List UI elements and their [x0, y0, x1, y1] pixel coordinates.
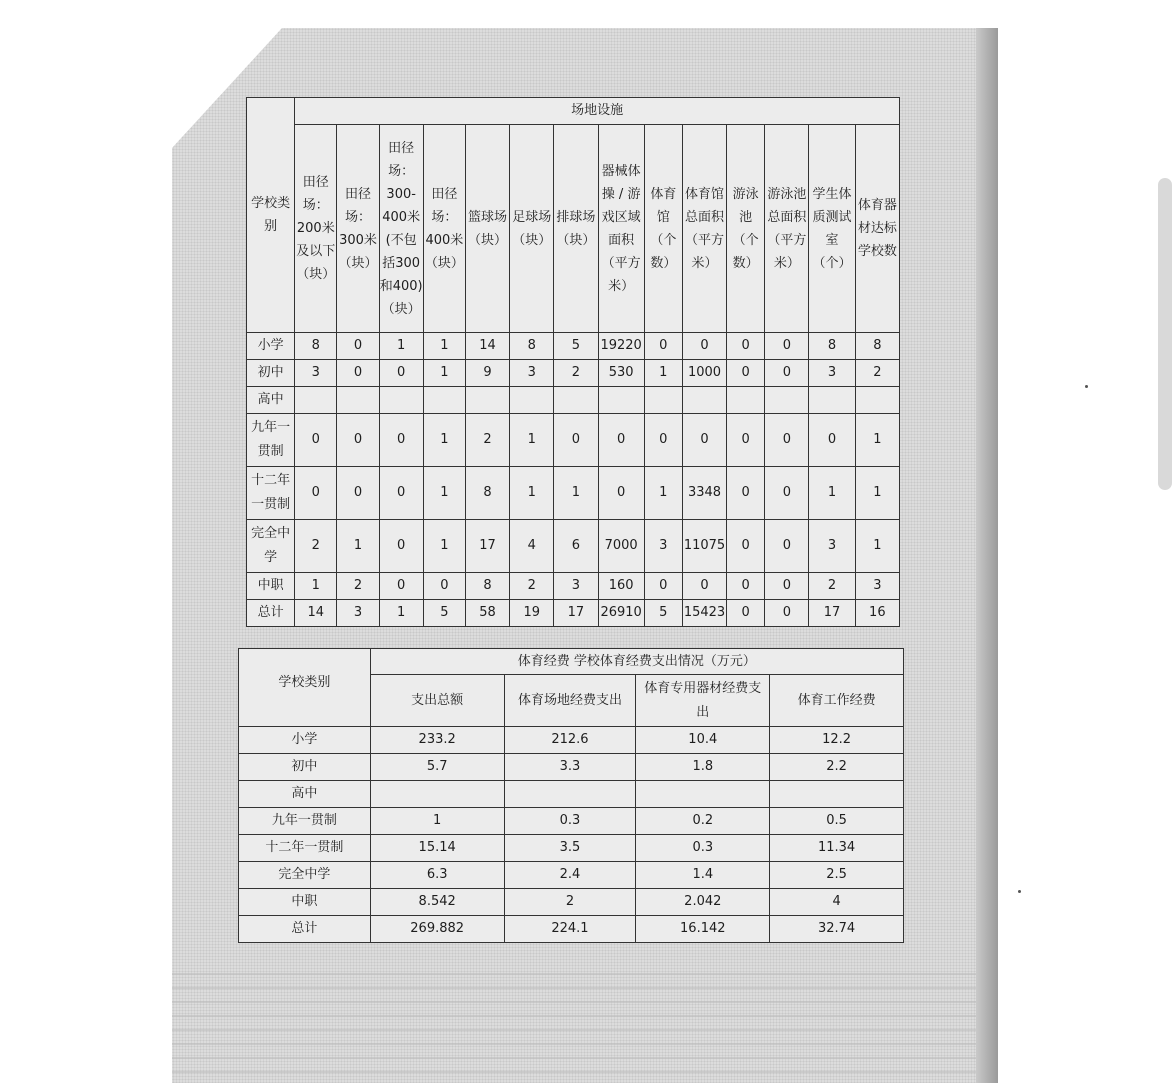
- table-cell: 0.3: [636, 835, 770, 862]
- table-cell: 15.14: [370, 835, 504, 862]
- table-cell: [644, 387, 682, 414]
- table-cell: 1: [423, 360, 465, 387]
- row-label: 总计: [239, 916, 371, 943]
- table-cell: 1: [295, 573, 337, 600]
- facility-column-header-line: （块）: [338, 255, 378, 271]
- row-label: 高中: [239, 781, 371, 808]
- table-row: [247, 360, 900, 387]
- facility-column-header-line: 馆: [656, 209, 670, 225]
- table-cell: [598, 387, 644, 414]
- facility-column-header-line: 田径: [344, 186, 371, 202]
- table-cell: 212.6: [504, 727, 636, 754]
- funding-column-header-line: 体育专用器材经费支: [644, 680, 762, 696]
- facility-column-header-line: 体育: [650, 186, 677, 202]
- facility-column-header-line: 300米: [339, 232, 377, 248]
- funding-group-title: 体育经费 学校体育经费支出情况（万元）: [370, 649, 903, 675]
- facility-column-header-line: （个）: [812, 255, 852, 271]
- facility-column-header-line: 数）: [732, 255, 759, 271]
- table-cell: 11075: [682, 520, 726, 573]
- table-cell: 1.8: [636, 754, 770, 781]
- table-cell: [504, 781, 636, 808]
- facility-column-header-line: （块）: [512, 232, 552, 248]
- table-cell: 5: [423, 600, 465, 627]
- row-label-line: 一贯制: [251, 497, 291, 512]
- table-cell: 8.542: [370, 889, 504, 916]
- facilities-group-title: 场地设施: [295, 98, 900, 125]
- table-cell: [636, 781, 770, 808]
- table-cell: 11.34: [770, 835, 904, 862]
- category-header: [247, 98, 295, 333]
- facility-column-header-line: 戏区域: [601, 209, 641, 225]
- table-row: [239, 781, 904, 808]
- table-cell: 0.3: [504, 808, 636, 835]
- table-cell: 4: [770, 889, 904, 916]
- facility-column-header: [423, 125, 465, 333]
- table-row: [247, 600, 900, 627]
- scan-speck: [1018, 890, 1021, 893]
- facility-column-header-line: 足球场: [512, 209, 552, 225]
- scan-speck: [1085, 385, 1088, 388]
- table-cell: 0: [682, 573, 726, 600]
- facility-column-header-line: 200米: [296, 221, 335, 236]
- facility-column-header: [644, 125, 682, 333]
- table-row: [247, 467, 900, 520]
- row-label: [247, 467, 295, 520]
- facility-column-header-line: （个: [650, 232, 677, 248]
- facility-column-header-line: 米）: [608, 278, 635, 294]
- table-cell: 1: [423, 467, 465, 520]
- table-cell: 3.5: [504, 835, 636, 862]
- facility-column-header-line: （块）: [468, 232, 508, 248]
- table-cell: 0: [765, 467, 809, 520]
- table-cell: 0: [765, 414, 809, 467]
- facility-column-header-line: 游泳池: [767, 186, 807, 202]
- funding-column-header-line: 体育场地经费支出: [517, 692, 622, 708]
- facility-column-header-line: 学生体: [812, 186, 852, 202]
- facility-column-header-line: （平方: [601, 255, 641, 271]
- table-cell: 0: [765, 360, 809, 387]
- table-cell: 0: [765, 520, 809, 573]
- row-label: [247, 600, 295, 627]
- table-cell: 1: [855, 414, 899, 467]
- funding-column-header-line: 体育工作经费: [797, 692, 876, 708]
- table-cell: 8: [465, 467, 509, 520]
- table-cell: 0: [727, 467, 765, 520]
- table-cell: 15423: [682, 600, 726, 627]
- table-cell: 0: [423, 573, 465, 600]
- table-cell: 5: [644, 600, 682, 627]
- page-shadow-edge: [976, 28, 998, 1083]
- table-cell: 3: [510, 360, 554, 387]
- facility-column-header-line: 材达标: [857, 221, 897, 236]
- facility-column-header-line: 400米: [382, 209, 421, 225]
- table-cell: [423, 387, 465, 414]
- table-cell: 1: [855, 467, 899, 520]
- table-row: [247, 520, 900, 573]
- facility-column-header-line: （块）: [424, 255, 464, 271]
- table-cell: 0: [337, 360, 379, 387]
- row-label: 初中: [239, 754, 371, 781]
- table-cell: 3: [809, 520, 855, 573]
- table-cell: 2.042: [636, 889, 770, 916]
- facility-column-header: [465, 125, 509, 333]
- table-cell: 19220: [598, 333, 644, 360]
- vertical-scrollbar[interactable]: [1158, 178, 1172, 490]
- facility-column-header-line: 田径: [388, 140, 415, 156]
- table-cell: 1000: [682, 360, 726, 387]
- table-cell: 0.5: [770, 808, 904, 835]
- funding-column-header: [370, 675, 504, 727]
- facility-column-header-line: （个: [732, 232, 759, 248]
- facility-column-header-line: 场：: [388, 163, 415, 179]
- row-label: 完全中学: [239, 862, 371, 889]
- table-cell: 1: [337, 520, 379, 573]
- table-cell: [765, 387, 809, 414]
- table-cell: 6: [554, 520, 598, 573]
- table-cell: 4: [510, 520, 554, 573]
- funding-column-header: [636, 675, 770, 727]
- facility-column-header-line: 排球场: [556, 209, 596, 225]
- table-cell: 2: [504, 889, 636, 916]
- facility-column-header-line: （块）: [556, 232, 596, 248]
- facility-column-header-line: （块）: [381, 301, 421, 317]
- table-cell: 0: [727, 600, 765, 627]
- table-row: [247, 573, 900, 600]
- table-cell: 5.7: [370, 754, 504, 781]
- row-label-line: 总计: [257, 605, 284, 620]
- table-cell: 2.5: [770, 862, 904, 889]
- table-cell: 2.4: [504, 862, 636, 889]
- table-cell: 3: [295, 360, 337, 387]
- facility-column-header: [855, 125, 899, 333]
- table-cell: 0: [295, 414, 337, 467]
- row-label-line: 贯制: [257, 444, 284, 459]
- facility-column-header-line: （平方: [767, 232, 807, 248]
- row-label-line: 中职: [257, 578, 284, 593]
- table-cell: 1: [423, 520, 465, 573]
- facility-column-header-line: 总面积: [767, 209, 807, 225]
- table-cell: 5: [554, 333, 598, 360]
- row-label-line: 九年一: [251, 420, 291, 435]
- facility-column-header-line: （平方: [684, 232, 724, 248]
- table-cell: 224.1: [504, 916, 636, 943]
- facility-column-header-line: 学校数: [857, 244, 897, 259]
- facility-column-header-line: 数）: [650, 255, 677, 271]
- facility-column-header-line: 括300: [382, 255, 421, 271]
- table-cell: 233.2: [370, 727, 504, 754]
- facility-column-header-line: 体育馆: [684, 186, 724, 202]
- category-header-line: 别: [264, 219, 278, 234]
- row-label: 九年一贯制: [239, 808, 371, 835]
- row-label: [247, 520, 295, 573]
- table-cell: 9: [465, 360, 509, 387]
- row-label-line: 学: [264, 550, 278, 565]
- table-cell: 3348: [682, 467, 726, 520]
- funding-category-header: 学校类别: [239, 649, 371, 727]
- table-cell: 16: [855, 600, 899, 627]
- table-cell: 0: [682, 333, 726, 360]
- facility-column-header-line: 和400): [379, 278, 423, 294]
- table-cell: 0: [554, 414, 598, 467]
- table-cell: 58: [465, 600, 509, 627]
- row-label-line: 十二年: [251, 473, 291, 488]
- table-cell: 8: [809, 333, 855, 360]
- table-row: [239, 916, 904, 943]
- table-cell: 8: [855, 333, 899, 360]
- row-label-line: 小学: [257, 338, 284, 353]
- table-cell: 8: [295, 333, 337, 360]
- table-cell: 2: [554, 360, 598, 387]
- facility-column-header-line: 面积: [608, 232, 635, 248]
- table-cell: 17: [465, 520, 509, 573]
- table-cell: 0: [379, 467, 423, 520]
- facility-column-header-line: （块）: [296, 267, 336, 282]
- table-cell: 1: [423, 333, 465, 360]
- table-cell: 2.2: [770, 754, 904, 781]
- table-row: [239, 889, 904, 916]
- table-cell: 2: [510, 573, 554, 600]
- table-cell: 0: [337, 333, 379, 360]
- table-cell: 17: [554, 600, 598, 627]
- table-row: [239, 862, 904, 889]
- table-cell: 0: [682, 414, 726, 467]
- facility-column-header: [295, 125, 337, 333]
- row-label: 十二年一贯制: [239, 835, 371, 862]
- table-cell: 3: [337, 600, 379, 627]
- table-row: [239, 754, 904, 781]
- table-cell: 1: [644, 360, 682, 387]
- table-cell: 7000: [598, 520, 644, 573]
- table-cell: 1: [423, 414, 465, 467]
- table-cell: 1: [370, 808, 504, 835]
- table-row: [247, 333, 900, 360]
- bleed-through-text: [172, 973, 976, 1083]
- facility-column-header-line: 器械体: [601, 163, 641, 179]
- facility-column-header-line: 场：: [302, 198, 329, 213]
- table-cell: [682, 387, 726, 414]
- table-cell: 2: [809, 573, 855, 600]
- facility-column-header-line: 游泳: [732, 186, 759, 202]
- facility-column-header-line: 田径: [302, 175, 329, 190]
- table-row: [247, 414, 900, 467]
- row-label: [247, 573, 295, 600]
- facility-column-header-line: 及以下: [296, 244, 336, 259]
- table-cell: 0: [727, 520, 765, 573]
- table-cell: [554, 387, 598, 414]
- table-row: [247, 387, 900, 414]
- row-label: [247, 360, 295, 387]
- table-cell: [370, 781, 504, 808]
- table-cell: [727, 387, 765, 414]
- table-cell: 1.4: [636, 862, 770, 889]
- table-cell: 14: [295, 600, 337, 627]
- table-cell: 1: [855, 520, 899, 573]
- facility-column-header-line: 米）: [773, 255, 800, 271]
- facilities-table: [246, 97, 900, 627]
- table-cell: [379, 387, 423, 414]
- row-label-line: 完全中: [251, 526, 291, 541]
- table-row: [239, 835, 904, 862]
- funding-column-header-line: 支出总额: [411, 692, 464, 708]
- table-cell: 12.2: [770, 727, 904, 754]
- funding-column-header: [504, 675, 636, 727]
- table-cell: 0: [379, 520, 423, 573]
- facility-column-header-line: 池: [739, 209, 753, 225]
- table-cell: 6.3: [370, 862, 504, 889]
- table-cell: 0: [644, 573, 682, 600]
- table-cell: [295, 387, 337, 414]
- table-cell: [465, 387, 509, 414]
- table-cell: 0.2: [636, 808, 770, 835]
- table-cell: 0: [809, 414, 855, 467]
- table-cell: 1: [510, 467, 554, 520]
- facility-column-header: [598, 125, 644, 333]
- facility-column-header-line: (不包: [385, 232, 417, 248]
- table-cell: 16.142: [636, 916, 770, 943]
- table-cell: 160: [598, 573, 644, 600]
- table-cell: 0: [727, 333, 765, 360]
- row-label: [247, 333, 295, 360]
- table-cell: 2: [337, 573, 379, 600]
- facility-column-header-line: 300-: [386, 186, 416, 202]
- table-cell: 10.4: [636, 727, 770, 754]
- table-cell: 0: [379, 360, 423, 387]
- table-cell: 0: [727, 573, 765, 600]
- table-cell: 32.74: [770, 916, 904, 943]
- row-label-line: 初中: [257, 365, 284, 380]
- facility-column-header-line: 体育器: [857, 198, 897, 213]
- table-cell: 26910: [598, 600, 644, 627]
- table-cell: 0: [379, 573, 423, 600]
- table-cell: 0: [295, 467, 337, 520]
- table-cell: 1: [379, 333, 423, 360]
- table-cell: 1: [379, 600, 423, 627]
- table-cell: 1: [644, 467, 682, 520]
- table-cell: 0: [337, 467, 379, 520]
- table-cell: 19: [510, 600, 554, 627]
- table-cell: [337, 387, 379, 414]
- table-cell: [809, 387, 855, 414]
- row-label: [247, 414, 295, 467]
- table-cell: 17: [809, 600, 855, 627]
- table-cell: [770, 781, 904, 808]
- table-cell: 3: [809, 360, 855, 387]
- row-label: [247, 387, 295, 414]
- facility-column-header: [682, 125, 726, 333]
- table-cell: 1: [510, 414, 554, 467]
- table-cell: 0: [644, 414, 682, 467]
- table-cell: 2: [295, 520, 337, 573]
- table-cell: 3: [855, 573, 899, 600]
- table-cell: 1: [809, 467, 855, 520]
- facility-column-header: [510, 125, 554, 333]
- facility-column-header-line: 操 / 游: [601, 186, 641, 202]
- table-cell: 0: [765, 600, 809, 627]
- table-cell: 0: [379, 414, 423, 467]
- category-header-line: 学校类: [251, 196, 291, 211]
- table-cell: 0: [765, 573, 809, 600]
- table-cell: 0: [727, 360, 765, 387]
- table-cell: 0: [598, 467, 644, 520]
- facility-column-header: [727, 125, 765, 333]
- facility-column-header: [765, 125, 809, 333]
- table-cell: 0: [598, 414, 644, 467]
- facility-column-header-line: 质测试: [812, 209, 852, 225]
- facility-column-header-line: 篮球场: [468, 209, 508, 225]
- table-cell: 530: [598, 360, 644, 387]
- row-label: 中职: [239, 889, 371, 916]
- table-cell: 0: [644, 333, 682, 360]
- table-cell: 1: [554, 467, 598, 520]
- facility-column-header-line: 米）: [691, 255, 718, 271]
- table-row: [239, 808, 904, 835]
- table-cell: 269.882: [370, 916, 504, 943]
- table-cell: 14: [465, 333, 509, 360]
- table-cell: 2: [465, 414, 509, 467]
- facility-column-header: [379, 125, 423, 333]
- facility-column-header: [554, 125, 598, 333]
- funding-column-header-line: 出: [696, 704, 710, 720]
- facility-column-header: [337, 125, 379, 333]
- table-cell: 3: [644, 520, 682, 573]
- table-cell: [855, 387, 899, 414]
- row-label: 小学: [239, 727, 371, 754]
- funding-table: [238, 648, 904, 943]
- table-cell: 2: [855, 360, 899, 387]
- facility-column-header: [809, 125, 855, 333]
- table-cell: 0: [337, 414, 379, 467]
- table-cell: 8: [465, 573, 509, 600]
- table-cell: 3.3: [504, 754, 636, 781]
- facility-column-header-line: 场：: [344, 209, 371, 225]
- table-cell: 0: [765, 333, 809, 360]
- table-row: [239, 727, 904, 754]
- table-cell: 3: [554, 573, 598, 600]
- row-label-line: 高中: [257, 392, 284, 407]
- funding-column-header: [770, 675, 904, 727]
- facility-column-header-line: 总面积: [684, 209, 724, 225]
- facility-column-header-line: 室: [825, 232, 839, 248]
- table-cell: [510, 387, 554, 414]
- scanned-document-page: [172, 28, 998, 1083]
- facility-column-header-line: 400米: [425, 232, 464, 248]
- table-cell: 0: [727, 414, 765, 467]
- facility-column-header-line: 场：: [431, 209, 458, 225]
- table-cell: 8: [510, 333, 554, 360]
- facility-column-header-line: 田径: [431, 186, 458, 202]
